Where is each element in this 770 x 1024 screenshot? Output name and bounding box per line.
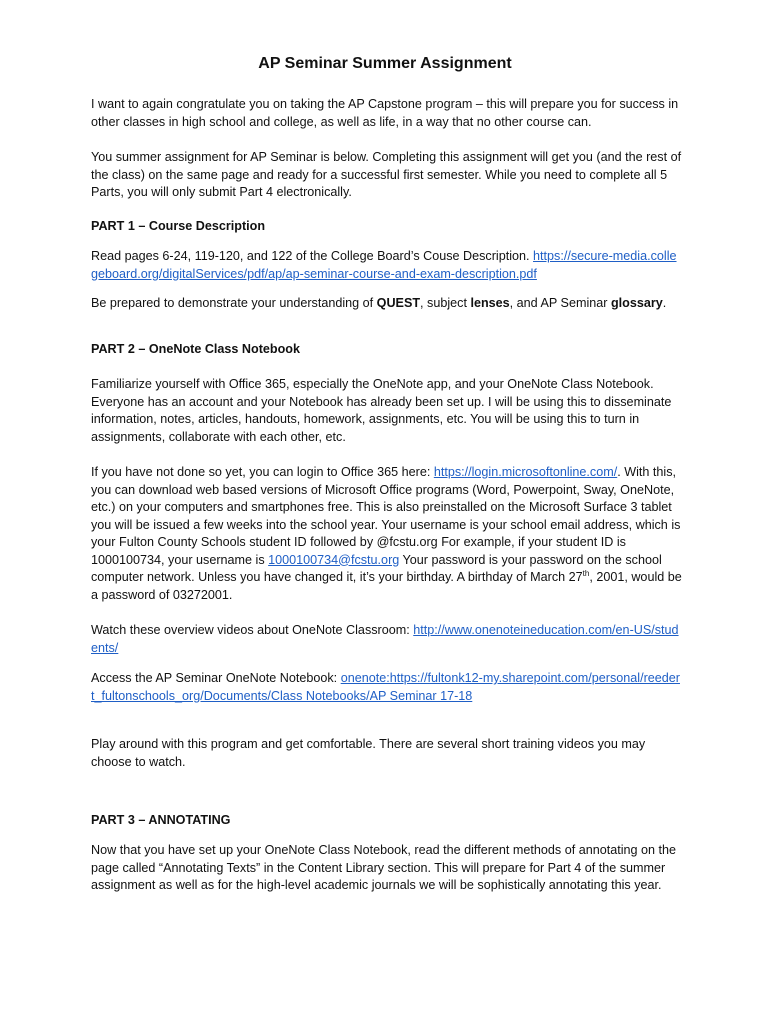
- prep-text-d: .: [662, 296, 667, 310]
- login-text-c: Your password is your password on the school computer network. Unless you have changed it, it’s your birthday. A birthday of March 27: [91, 552, 662, 584]
- watch-text: Watch these overview videos about OneNote Classroom:: [91, 623, 414, 637]
- part1-read-text: Read pages 6-24, 119-120, and 122 of the College Board’s Couse Description.: [91, 249, 534, 263]
- part3-heading: PART 3 – ANNOTATING: [91, 813, 231, 827]
- class-notebook-link[interactable]: onenote:https://fultonk12-my.sharepoint.com/personal/reedert_fultonschools_org/Documents/Class Notebooks/AP Seminar 17-18: [91, 671, 680, 703]
- part1-heading: PART 1 – Course Description: [91, 219, 266, 233]
- part2-play-paragraph: Play around with this program and get comfortable. There are several short training videos you may choose to watch.: [91, 737, 646, 769]
- lenses-term: lenses: [470, 296, 510, 310]
- part2-access-paragraph: [91, 670, 683, 705]
- part1-prepare-paragraph: [91, 295, 683, 313]
- part1-read-paragraph: [91, 248, 683, 283]
- quest-term: QUEST: [376, 296, 421, 310]
- page-title: AP Seminar Summer Assignment: [258, 55, 512, 72]
- email-example-link[interactable]: 1000100734@fcstu.org: [268, 552, 400, 567]
- glossary-term: glossary: [610, 296, 663, 310]
- course-description-link[interactable]: https://secure-media.collegeboard.org/digitalServices/pdf/ap/ap-seminar-course-and-exam-description.pdf: [91, 249, 677, 281]
- login-text-d: , 2001, would be a password of 03272001.: [91, 570, 682, 602]
- onenote-videos-link[interactable]: http://www.onenoteineducation.com/en-US/students/: [91, 623, 679, 655]
- part2-familiarize-paragraph: Familiarize yourself with Office 365, especially the OneNote app, and your OneNote Class Notebook. Everyone has an account and your Notebook has already been set up. I will be using this to disseminate information, notes, articles, handouts, homework, assignments, etc. You will be using this to turn in assignments, collaborate with each other, etc.: [91, 377, 672, 444]
- part2-login-paragraph: [91, 464, 683, 604]
- ordinal-superscript: th: [582, 568, 590, 578]
- prep-text-a: Be prepared to demonstrate your understanding of: [91, 296, 377, 310]
- part3-paragraph: Now that you have set up your OneNote Class Notebook, read the different methods of annotating on the page called “Annotating Texts” in the Content Library section. This will prepare for Part 4 of the summer assignment as well as for the high-level academic journals we will be sophistically annotating this year.: [91, 843, 677, 892]
- intro-paragraph: I want to again congratulate you on taking the AP Capstone program – this will prepare you for success in other classes in high school and college, as well as life, in a way that no other course can.: [91, 97, 679, 129]
- office365-login-link[interactable]: https://login.microsoftonline.com/: [433, 465, 618, 479]
- part2-heading: PART 2 – OneNote Class Notebook: [91, 342, 301, 356]
- prep-text-c: , and AP Seminar: [509, 296, 611, 310]
- login-text-a: If you have not done so yet, you can login to Office 365 here:: [91, 465, 434, 479]
- access-text: Access the AP Seminar OneNote Notebook:: [91, 671, 341, 685]
- summary-paragraph: You summer assignment for AP Seminar is below. Completing this assignment will get you (and the rest of the class) on the same page and ready for a successful first semester. While you need to complete all 5 Parts, you will only submit Part 4 electronically.: [91, 150, 682, 199]
- prep-text-b: , subject: [420, 296, 471, 310]
- login-text-b: . With this, you can download web based versions of Microsoft Office programs (Word, Powerpoint, Sway, OneNote, etc.) on your computers and smartphones free. This is also preinstalled on the Microsoft Surface 3 tablet you will be issued a few weeks into the school year. Your username is your school email address, which is your Fulton County Schools student ID followed by @fcstu.org For example, if your student ID is 1000100734, your username is: [91, 465, 681, 567]
- part2-watch-paragraph: [91, 622, 683, 657]
